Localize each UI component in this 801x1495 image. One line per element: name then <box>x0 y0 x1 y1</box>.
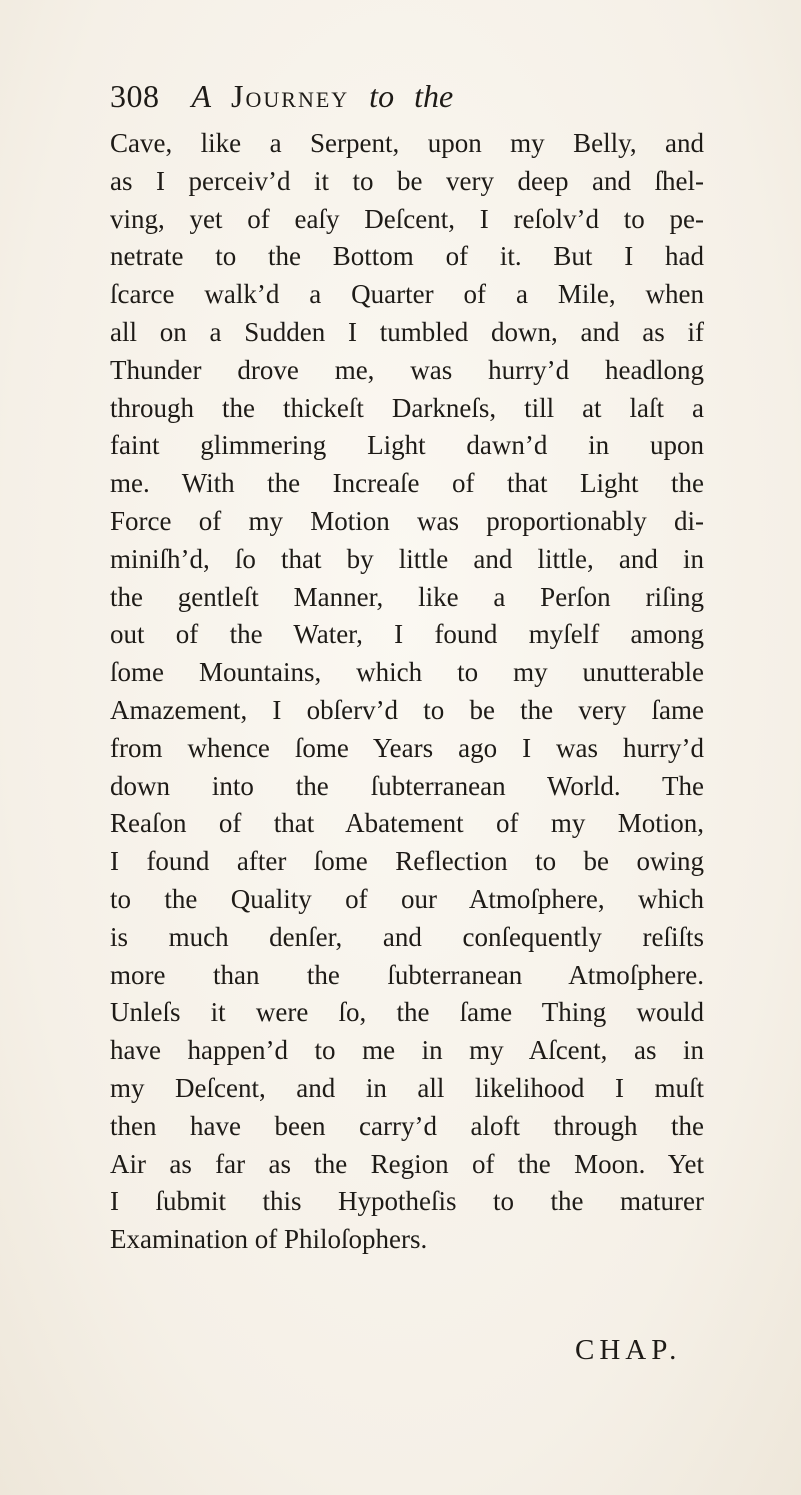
text-line: ſcarce walk’d a Quarter of a Mile, when <box>110 279 704 310</box>
text-line: Air as far as the Region of the Moon. Yet <box>110 1148 704 1179</box>
text-line: through the thickeſt Darkneſs, till at laſt a <box>110 392 704 423</box>
text-line: Examination of Philoſophers. <box>110 1224 428 1255</box>
running-title-to: to <box>369 78 395 114</box>
text-line: I found after ſome Reflection to be owing <box>110 846 704 877</box>
text-line: ſome Mountains, which to my unutterable <box>110 657 704 688</box>
text-line: is much denſer, and conſequently reſiſts <box>110 921 704 952</box>
text-line: from whence ſome Years ago I was hurry’d <box>110 732 704 763</box>
text-line: all on a Sudden I tumbled down, and as if <box>110 316 704 347</box>
text-line: as I perceiv’d it to be very deep and ſhel- <box>110 165 704 196</box>
running-title-journey: Journey <box>231 78 350 114</box>
running-title-a: A <box>191 78 212 114</box>
text-line: to the Quality of our Atmoſphere, which <box>110 883 704 914</box>
text-line: down into the ſubterranean World. The <box>110 770 704 801</box>
text-line: I ſubmit this Hypotheſis to the maturer <box>110 1186 704 1217</box>
text-line: me. With the Increaſe of that Light the <box>110 468 704 499</box>
text-line: ving, yet of eaſy Deſcent, I reſolv’d to pe- <box>110 203 704 234</box>
catchword: CHAP. <box>575 1334 682 1366</box>
text-line: netrate to the Bottom of it. But I had <box>110 241 704 272</box>
running-head <box>110 76 710 116</box>
text-line: my Deſcent, and in all likelihood I muſt <box>110 1072 704 1103</box>
text-line: Reaſon of that Abatement of my Motion, <box>110 808 704 839</box>
text-line: more than the ſubterranean Atmoſphere. <box>110 959 704 990</box>
text-line: Unleſs it were ſo, the ſame Thing would <box>110 997 704 1028</box>
text-line: Thunder drove me, was hurry’d headlong <box>110 354 704 385</box>
text-line: the gentleſt Manner, like a Perſon riſing <box>110 581 704 612</box>
text-line: have happen’d to me in my Aſcent, as in <box>110 1035 704 1066</box>
text-line: Cave, like a Serpent, upon my Belly, and <box>110 128 704 158</box>
text-line: out of the Water, I found myſelf among <box>110 619 704 650</box>
page-number: 308 <box>110 78 160 114</box>
body-text <box>110 125 704 1259</box>
running-title-the: the <box>414 78 454 114</box>
text-line: Force of my Motion was proportionably di- <box>110 505 704 536</box>
text-line: Amazement, I obſerv’d to be the very ſame <box>110 694 704 725</box>
text-line: miniſh’d, ſo that by little and little, and in <box>110 543 704 574</box>
text-line: faint glimmering Light dawn’d in upon <box>110 430 704 461</box>
text-line: then have been carry’d aloft through the <box>110 1110 704 1141</box>
